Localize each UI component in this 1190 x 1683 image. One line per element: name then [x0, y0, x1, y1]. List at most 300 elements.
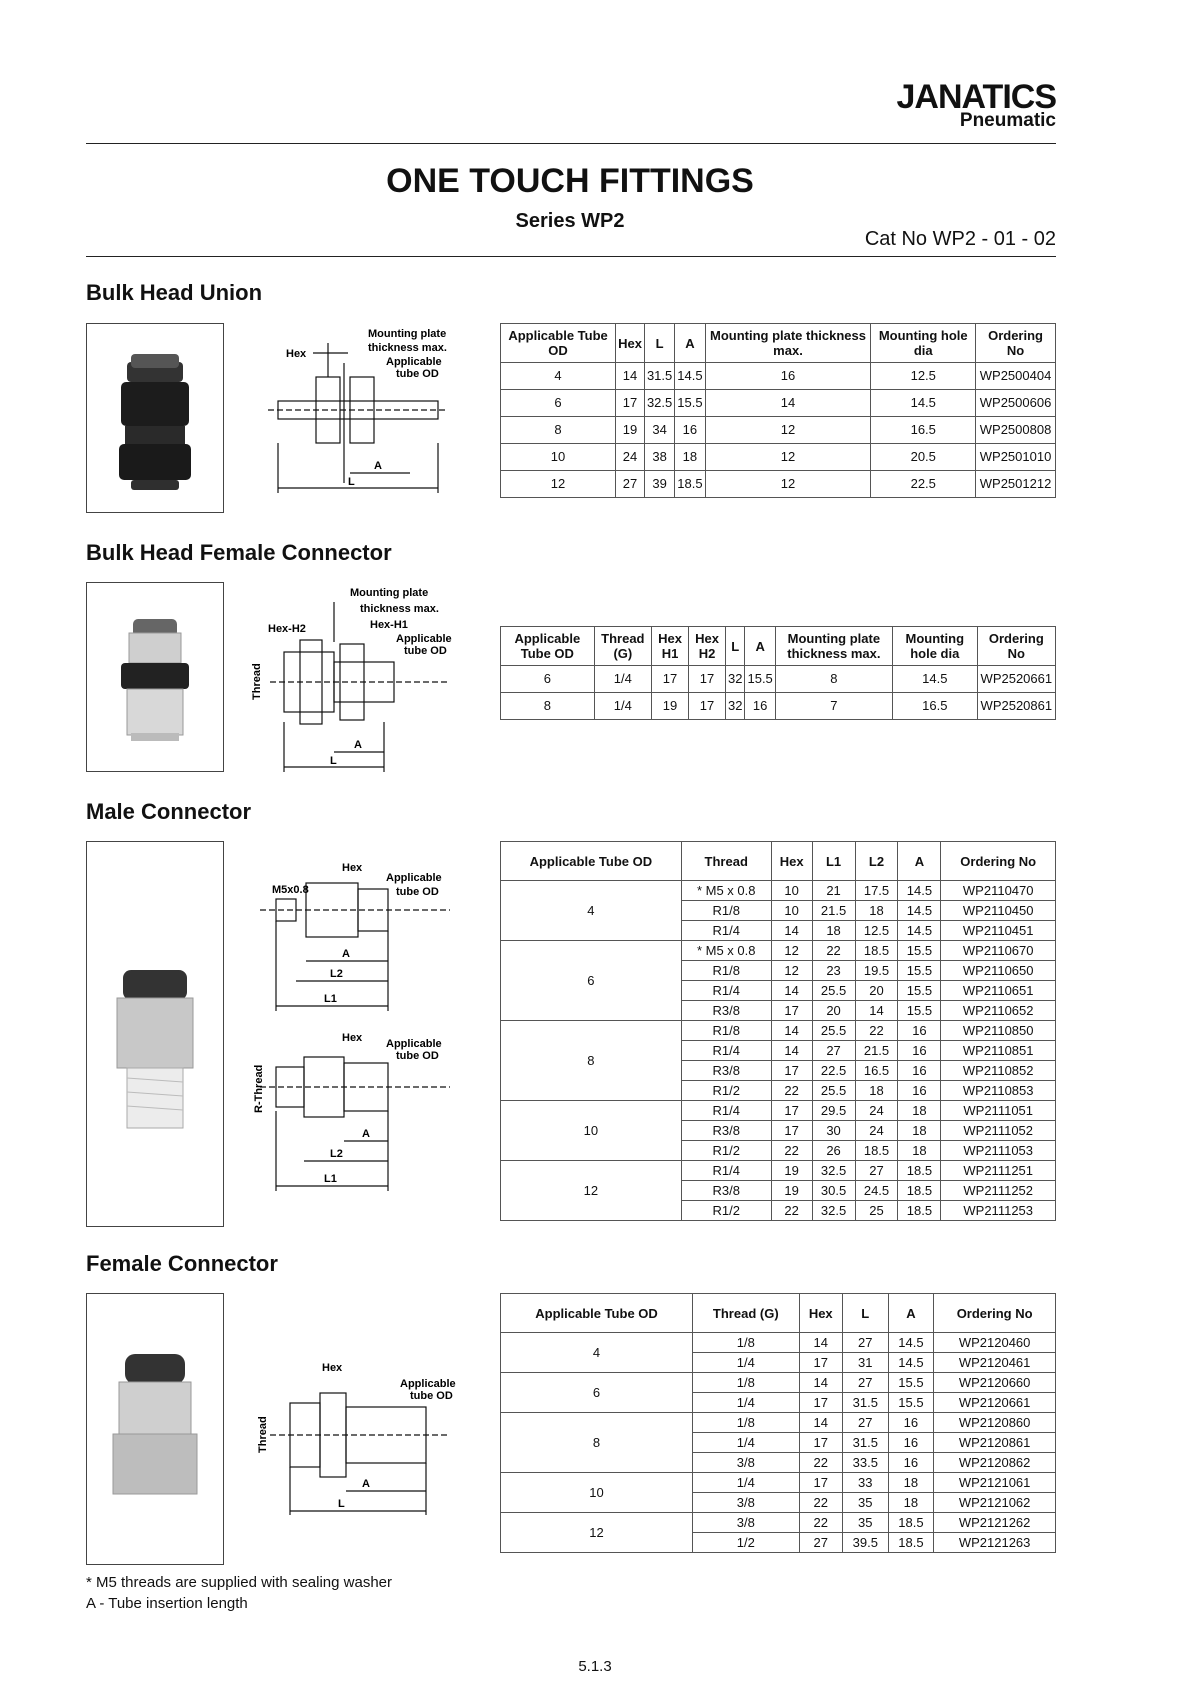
table-cell: 22: [812, 941, 855, 961]
female-connector-table: [500, 1293, 1056, 1553]
table-cell: 24: [616, 444, 645, 471]
table-cell: 18.5: [855, 941, 898, 961]
drawing-label-r-thread: R-Thread: [253, 1064, 265, 1113]
table-cell: R1/4: [681, 981, 771, 1001]
table-cell: 17: [771, 1121, 812, 1141]
table-cell: R1/8: [681, 1021, 771, 1041]
table-cell: 19.5: [855, 961, 898, 981]
table-cell: 17: [799, 1473, 842, 1493]
table-cell: R1/2: [681, 1141, 771, 1161]
table-cell: WP2120860: [934, 1413, 1056, 1433]
footnote-a: A - Tube insertion length: [86, 1595, 248, 1612]
column-header: Mounting plate thickness max.: [775, 627, 892, 666]
table-cell: 20.5: [871, 444, 976, 471]
table-cell: 1/4: [594, 693, 651, 720]
bulk-head-female-drawing: [250, 582, 460, 772]
table-header-row: [501, 842, 1056, 881]
table-header-row: [501, 627, 1056, 666]
drawing-label-l: L: [330, 755, 337, 767]
table-cell: R3/8: [681, 1061, 771, 1081]
table-cell: 8: [501, 417, 616, 444]
table-cell: 12: [771, 941, 812, 961]
table-cell: WP2120461: [934, 1353, 1056, 1373]
column-header: Ordering No: [934, 1294, 1056, 1333]
table-row: [501, 666, 1056, 693]
table-cell: 17: [689, 666, 726, 693]
table-cell: 16: [898, 1041, 941, 1061]
column-header: L1: [812, 842, 855, 881]
table-cell: 16: [745, 693, 775, 720]
table-cell: 15.5: [675, 390, 705, 417]
table-cell: 30: [812, 1121, 855, 1141]
column-header: A: [898, 842, 941, 881]
table-cell: 27: [855, 1161, 898, 1181]
table-row: [501, 471, 1056, 498]
column-header: Hex H2: [689, 627, 726, 666]
section-title-female-connector: Female Connector: [86, 1251, 278, 1276]
table-cell: 6: [501, 666, 595, 693]
table-cell: 18: [898, 1141, 941, 1161]
table-cell: 17: [616, 390, 645, 417]
table-cell: 27: [842, 1333, 888, 1353]
section-title-male-connector: Male Connector: [86, 799, 252, 824]
male-connector-table: [500, 841, 1056, 1221]
table-cell: 32: [726, 693, 745, 720]
table-cell: 3/8: [693, 1453, 799, 1473]
drawing-label-applicable: Applicable: [400, 1378, 456, 1390]
table-cell: 21.5: [855, 1041, 898, 1061]
table-cell: 17: [771, 1061, 812, 1081]
table-cell: 1/8: [693, 1413, 799, 1433]
table-cell: 23: [812, 961, 855, 981]
table-cell: 10: [771, 881, 812, 901]
table-cell: 27: [799, 1533, 842, 1553]
catalog-number: Cat No WP2 - 01 - 02: [864, 228, 1056, 250]
table-cell: 16: [888, 1413, 934, 1433]
tube-od-cell: 12: [501, 1513, 693, 1553]
table-cell: 14: [616, 363, 645, 390]
table-cell: 10: [771, 901, 812, 921]
table-cell: WP2121061: [934, 1473, 1056, 1493]
drawing-label-thickness: thickness max.: [360, 603, 439, 615]
table-cell: 18.5: [675, 471, 705, 498]
table-cell: 14.5: [888, 1353, 934, 1373]
drawing-label-l1-2: L1: [324, 1173, 337, 1185]
table-cell: 33: [842, 1473, 888, 1493]
table-cell: 18.5: [898, 1161, 941, 1181]
drawing-label-hex-h1: Hex-H1: [370, 619, 408, 631]
drawing-label-m5: M5x0.8: [272, 884, 309, 896]
table-cell: 16: [888, 1453, 934, 1473]
table-cell: 14.5: [888, 1333, 934, 1353]
table-row: [501, 444, 1056, 471]
female-connector-drawing: [250, 1293, 460, 1533]
table-cell: 1/4: [594, 666, 651, 693]
bulk-head-female-photo: [86, 582, 224, 772]
table-cell: 14.5: [871, 390, 976, 417]
table-cell: 12.5: [855, 921, 898, 941]
column-header: L2: [855, 842, 898, 881]
table-cell: 12: [705, 471, 871, 498]
table-cell: WP2111053: [941, 1141, 1056, 1161]
table-cell: WP2110651: [941, 981, 1056, 1001]
column-header: Applicable Tube OD: [501, 842, 682, 881]
column-header: L: [726, 627, 745, 666]
table-cell: WP2111251: [941, 1161, 1056, 1181]
table-cell: WP2501010: [976, 444, 1056, 471]
table-cell: WP2110853: [941, 1081, 1056, 1101]
table-cell: 39.5: [842, 1533, 888, 1553]
table-cell: 14: [855, 1001, 898, 1021]
table-row: [501, 1333, 1056, 1353]
column-header: Ordering No: [977, 627, 1055, 666]
table-row: [501, 1473, 1056, 1493]
table-cell: WP2110852: [941, 1061, 1056, 1081]
table-cell: 25.5: [812, 1081, 855, 1101]
table-cell: 1/2: [693, 1533, 799, 1553]
table-cell: 16: [888, 1433, 934, 1453]
column-header: Applicable Tube OD: [501, 1294, 693, 1333]
table-cell: 15.5: [888, 1373, 934, 1393]
table-cell: WP2120862: [934, 1453, 1056, 1473]
table-cell: 15.5: [898, 1001, 941, 1021]
table-cell: 21.5: [812, 901, 855, 921]
tube-od-cell: 6: [501, 1373, 693, 1413]
table-cell: 32.5: [812, 1201, 855, 1221]
table-cell: 12: [501, 471, 616, 498]
table-cell: WP2110670: [941, 941, 1056, 961]
header-rule: [86, 143, 1056, 144]
title-rule: [86, 256, 1056, 257]
drawing-label-thread: Thread: [257, 1416, 269, 1453]
table-cell: 14: [771, 1041, 812, 1061]
drawing-label-hex: Hex: [342, 862, 363, 874]
table-row: [501, 1513, 1056, 1533]
table-cell: 32.5: [812, 1161, 855, 1181]
table-cell: 22: [771, 1201, 812, 1221]
table-row: [501, 390, 1056, 417]
table-cell: WP2121262: [934, 1513, 1056, 1533]
table-cell: * M5 x 0.8: [681, 881, 771, 901]
tube-od-cell: 10: [501, 1473, 693, 1513]
table-cell: 12: [705, 417, 871, 444]
table-row: [501, 881, 1056, 901]
table-cell: 30.5: [812, 1181, 855, 1201]
table-cell: R1/4: [681, 1041, 771, 1061]
table-cell: WP2120460: [934, 1333, 1056, 1353]
table-cell: 1/4: [693, 1353, 799, 1373]
table-cell: 15.5: [898, 981, 941, 1001]
tube-od-cell: 6: [501, 941, 682, 1021]
drawing-label-tube-od: tube OD: [396, 368, 439, 380]
tube-od-cell: 4: [501, 881, 682, 941]
table-cell: 31: [842, 1353, 888, 1373]
table-cell: WP2110470: [941, 881, 1056, 901]
table-cell: 27: [812, 1041, 855, 1061]
drawing-label-l2-2: L2: [330, 1148, 343, 1160]
table-cell: WP2110652: [941, 1001, 1056, 1021]
section-title-bulk-head-union: Bulk Head Union: [86, 280, 263, 305]
table-cell: 18: [898, 1101, 941, 1121]
table-row: [501, 1101, 1056, 1121]
column-header: A: [675, 324, 705, 363]
table-cell: 10: [501, 444, 616, 471]
table-cell: 1/4: [693, 1473, 799, 1493]
table-cell: 1/8: [693, 1333, 799, 1353]
table-cell: 19: [771, 1161, 812, 1181]
brand-logo: [897, 80, 1057, 130]
table-cell: 1/4: [693, 1393, 799, 1413]
table-cell: 14: [771, 921, 812, 941]
column-header: Hex: [771, 842, 812, 881]
table-cell: 31.5: [842, 1433, 888, 1453]
table-cell: WP2111253: [941, 1201, 1056, 1221]
drawing-label-thickness: thickness max.: [368, 342, 447, 354]
table-cell: 17: [771, 1001, 812, 1021]
drawing-label-applicable: Applicable: [386, 872, 442, 884]
section-title-bulk-head-female: Bulk Head Female Connector: [86, 540, 392, 565]
column-header: A: [745, 627, 775, 666]
table-cell: 14: [799, 1333, 842, 1353]
table-cell: WP2111052: [941, 1121, 1056, 1141]
table-cell: 18.5: [898, 1201, 941, 1221]
table-cell: R3/8: [681, 1181, 771, 1201]
drawing-label-thread: Thread: [251, 663, 263, 700]
table-cell: WP2120861: [934, 1433, 1056, 1453]
drawing-label-l2: L2: [330, 968, 343, 980]
drawing-label-l1: L1: [324, 993, 337, 1005]
table-cell: WP2500404: [976, 363, 1056, 390]
table-cell: 15.5: [745, 666, 775, 693]
tube-od-cell: 10: [501, 1101, 682, 1161]
table-cell: 27: [842, 1373, 888, 1393]
table-cell: 24.5: [855, 1181, 898, 1201]
column-header: Ordering No: [976, 324, 1056, 363]
table-cell: 21: [812, 881, 855, 901]
table-cell: 15.5: [898, 961, 941, 981]
table-cell: 32.5: [644, 390, 674, 417]
drawing-label-tube-od: tube OD: [396, 886, 439, 898]
table-cell: 22.5: [812, 1061, 855, 1081]
drawing-label-l: L: [348, 476, 355, 488]
table-cell: 1/4: [693, 1433, 799, 1453]
table-cell: WP2110850: [941, 1021, 1056, 1041]
table-row: [501, 1021, 1056, 1041]
table-cell: 38: [644, 444, 674, 471]
table-cell: R1/4: [681, 1161, 771, 1181]
column-header: L: [644, 324, 674, 363]
table-cell: 18: [898, 1121, 941, 1141]
table-cell: 35: [842, 1513, 888, 1533]
table-cell: 33.5: [842, 1453, 888, 1473]
table-cell: * M5 x 0.8: [681, 941, 771, 961]
table-cell: 22.5: [871, 471, 976, 498]
drawing-label-applicable: Applicable: [386, 356, 442, 368]
drawing-label-a-2: A: [362, 1128, 370, 1140]
table-cell: 6: [501, 390, 616, 417]
column-header: Mounting hole dia: [871, 324, 976, 363]
drawing-label-l: L: [338, 1498, 345, 1510]
table-cell: 20: [812, 1001, 855, 1021]
table-cell: 16: [898, 1081, 941, 1101]
table-cell: 7: [775, 693, 892, 720]
table-cell: 17: [799, 1393, 842, 1413]
table-cell: 34: [644, 417, 674, 444]
tube-od-cell: 8: [501, 1413, 693, 1473]
male-connector-photo: [86, 841, 224, 1227]
column-header: L: [842, 1294, 888, 1333]
column-header: Hex: [799, 1294, 842, 1333]
drawing-label-tube-od: tube OD: [410, 1390, 453, 1402]
drawing-label-a: A: [362, 1478, 370, 1490]
bulk-head-union-photo: [86, 323, 224, 513]
table-cell: 16: [675, 417, 705, 444]
table-cell: R1/8: [681, 961, 771, 981]
table-row: [501, 693, 1056, 720]
table-cell: 18.5: [888, 1513, 934, 1533]
table-cell: 14.5: [892, 666, 977, 693]
table-cell: 35: [842, 1493, 888, 1513]
table-cell: WP2110451: [941, 921, 1056, 941]
table-cell: 17: [689, 693, 726, 720]
column-header: Applicable Tube OD: [501, 627, 595, 666]
table-cell: R1/2: [681, 1201, 771, 1221]
table-cell: WP2110450: [941, 901, 1056, 921]
table-cell: 14: [705, 390, 871, 417]
table-cell: R1/4: [681, 921, 771, 941]
table-cell: 14: [771, 1021, 812, 1041]
table-cell: 15.5: [888, 1393, 934, 1413]
table-cell: 12: [705, 444, 871, 471]
table-cell: 4: [501, 363, 616, 390]
drawing-label-hex-2: Hex: [342, 1032, 363, 1044]
drawing-label-applicable-2: Applicable: [386, 1038, 442, 1050]
table-cell: 15.5: [898, 941, 941, 961]
table-row: [501, 363, 1056, 390]
table-cell: 22: [799, 1453, 842, 1473]
column-header: Thread (G): [693, 1294, 799, 1333]
table-row: [501, 1413, 1056, 1433]
table-row: [501, 1373, 1056, 1393]
table-cell: WP2121062: [934, 1493, 1056, 1513]
column-header: Mounting hole dia: [892, 627, 977, 666]
brand-sub: Pneumatic: [959, 110, 1056, 131]
table-cell: 18: [855, 901, 898, 921]
table-cell: 25.5: [812, 981, 855, 1001]
table-cell: 31.5: [644, 363, 674, 390]
table-cell: 12.5: [871, 363, 976, 390]
table-cell: 14: [799, 1373, 842, 1393]
table-cell: 14.5: [675, 363, 705, 390]
tube-od-cell: 4: [501, 1333, 693, 1373]
table-cell: 22: [771, 1081, 812, 1101]
table-cell: 19: [616, 417, 645, 444]
table-cell: WP2121263: [934, 1533, 1056, 1553]
table-cell: 14.5: [898, 901, 941, 921]
table-cell: 22: [799, 1493, 842, 1513]
bulk-head-female-table: [500, 626, 1056, 720]
column-header: Hex: [616, 324, 645, 363]
table-cell: 8: [501, 693, 595, 720]
drawing-label-a: A: [374, 460, 382, 472]
table-cell: 17: [799, 1353, 842, 1373]
page-title: ONE TOUCH FITTINGS: [386, 162, 754, 200]
table-cell: R3/8: [681, 1121, 771, 1141]
table-cell: 14.5: [898, 921, 941, 941]
table-cell: 27: [616, 471, 645, 498]
drawing-label-a: A: [342, 948, 350, 960]
table-cell: R3/8: [681, 1001, 771, 1021]
table-cell: 22: [771, 1141, 812, 1161]
table-cell: WP2110851: [941, 1041, 1056, 1061]
table-cell: 16: [898, 1061, 941, 1081]
table-cell: WP2120660: [934, 1373, 1056, 1393]
table-cell: WP2501212: [976, 471, 1056, 498]
table-cell: 3/8: [693, 1513, 799, 1533]
table-cell: WP2520861: [977, 693, 1055, 720]
table-cell: WP2500808: [976, 417, 1056, 444]
male-connector-drawing: [250, 841, 460, 1225]
table-cell: 20: [855, 981, 898, 1001]
table-cell: R1/4: [681, 1101, 771, 1121]
table-header-row: [501, 324, 1056, 363]
table-cell: 14.5: [898, 881, 941, 901]
table-cell: 18: [888, 1473, 934, 1493]
table-cell: 16: [705, 363, 871, 390]
table-cell: 14: [771, 981, 812, 1001]
series-subtitle: Series WP2: [515, 210, 625, 232]
table-cell: 16: [898, 1021, 941, 1041]
drawing-label-mounting: Mounting plate: [350, 587, 429, 599]
table-header-row: [501, 1294, 1056, 1333]
table-cell: 26: [812, 1141, 855, 1161]
table-row: [501, 417, 1056, 444]
table-cell: WP2520661: [977, 666, 1055, 693]
bulk-head-union-drawing: [258, 323, 458, 501]
table-cell: 29.5: [812, 1101, 855, 1121]
table-cell: 18.5: [855, 1141, 898, 1161]
brand-name: JANATICS: [896, 78, 1056, 116]
table-cell: 12: [771, 961, 812, 981]
table-cell: 17: [652, 666, 689, 693]
table-cell: WP2110650: [941, 961, 1056, 981]
table-cell: 16.5: [871, 417, 976, 444]
table-cell: 18.5: [898, 1181, 941, 1201]
bulk-head-union-table: [500, 323, 1056, 498]
table-cell: 19: [771, 1181, 812, 1201]
female-connector-photo: [86, 1293, 224, 1565]
table-cell: 31.5: [842, 1393, 888, 1413]
table-cell: 18: [812, 921, 855, 941]
tube-od-cell: 8: [501, 1021, 682, 1101]
table-cell: 19: [652, 693, 689, 720]
drawing-label-hex: Hex: [322, 1362, 343, 1374]
table-cell: 18.5: [888, 1533, 934, 1553]
table-cell: 27: [842, 1413, 888, 1433]
drawing-label-hex: Hex: [286, 348, 307, 360]
column-header: Ordering No: [941, 842, 1056, 881]
table-cell: 18: [855, 1081, 898, 1101]
table-cell: 32: [726, 666, 745, 693]
column-header: Thread: [681, 842, 771, 881]
table-cell: 25: [855, 1201, 898, 1221]
drawing-label-tube-od-2: tube OD: [396, 1050, 439, 1062]
drawing-label-tube-od: tube OD: [404, 645, 447, 657]
table-cell: 16.5: [892, 693, 977, 720]
column-header: A: [888, 1294, 934, 1333]
table-cell: 39: [644, 471, 674, 498]
table-cell: 17: [771, 1101, 812, 1121]
